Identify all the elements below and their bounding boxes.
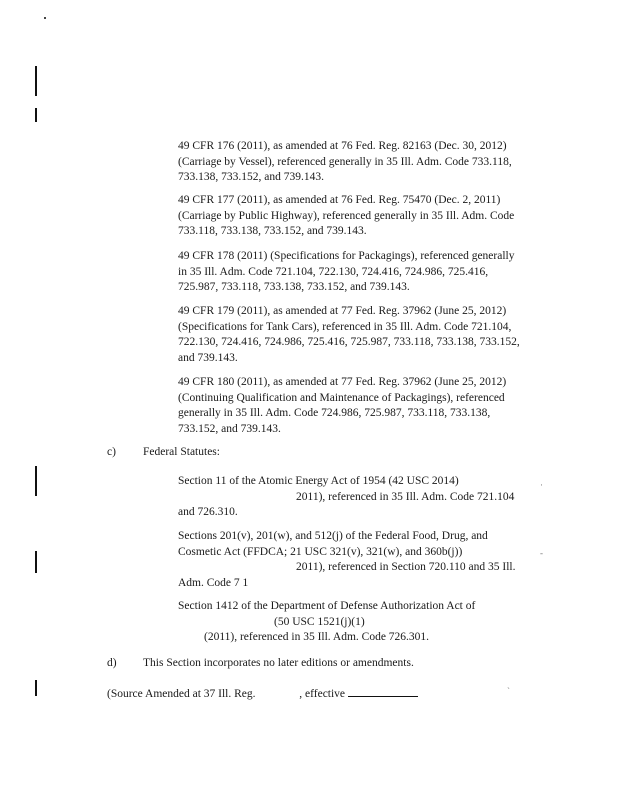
statute-ffdca — [178, 529, 558, 591]
ref-line: 49 CFR 177 (2011), as amended at 76 Fed. Reg. 75470 (Dec. 2, 2011) — [178, 194, 501, 206]
ref-line: in 35 Ill. Adm. Code 721.104, 722.130, 724.416, 724.986, 725.416, — [178, 265, 489, 278]
ref-line: and 739.143. — [178, 351, 238, 364]
ref-line: (Continuing Qualification and Maintenance of Packagings), referenced — [178, 391, 505, 404]
ref-line: Section 11 of the Atomic Energy Act of 1954 (42 USC 2014) — [178, 475, 459, 487]
cfr-reference-176 — [178, 139, 558, 186]
change-bar — [35, 108, 37, 122]
source-text: Amended at 37 Ill. Reg. — [145, 688, 256, 700]
ref-line: 733.152, and 739.143. — [178, 422, 281, 435]
ref-line: 49 CFR 180 (2011), as amended at 77 Fed. Reg. 37962 (June 25, 2012) — [178, 376, 507, 388]
ref-line: 49 CFR 178 (2011) (Specifications for Packagings), referenced generally — [178, 250, 515, 262]
cfr-reference-179 — [178, 304, 558, 366]
section-c-label: c) — [107, 446, 116, 458]
cfr-reference-180 — [178, 375, 558, 437]
source-prefix: (Source — [107, 688, 143, 700]
ref-line: (Specifications for Tank Cars), referenced in 35 Ill. Adm. Code 721.104, — [178, 320, 512, 333]
scan-mark: - — [540, 548, 543, 558]
ref-line: 49 CFR 176 (2011), as amended at 76 Fed. Reg. 82163 (Dec. 30, 2012) — [178, 140, 507, 152]
source-suffix: , effective — [299, 688, 346, 700]
scan-mark: · — [540, 480, 543, 490]
ref-line: 49 CFR 179 (2011), as amended at 77 Fed. Reg. 37962 (June 25, 2012) — [178, 305, 507, 317]
section-d-text: This Section incorporates no later editions or amendments. — [143, 657, 414, 669]
ref-line: Cosmetic Act (FFDCA; 21 USC 321(v), 321(w), and 360b(j)) — [178, 545, 463, 558]
ref-line: 2011), referenced in Section 720.110 and 35 Ill. — [296, 561, 516, 573]
change-bar — [35, 551, 37, 573]
ref-line: 733.138, 733.152, and 739.143. — [178, 171, 324, 183]
ref-line: (Carriage by Vessel), referenced generally in 35 Ill. Adm. Code 733.118, — [178, 155, 512, 168]
ref-line: 725.987, 733.118, 733.138, 733.152, and 739.143. — [178, 281, 410, 293]
change-bar — [35, 680, 37, 696]
change-bar — [35, 466, 37, 496]
cfr-reference-177 — [178, 193, 558, 240]
ref-line: (Carriage by Public Highway), referenced generally in 35 Ill. Adm. Code — [178, 209, 515, 222]
section-d-label: d) — [107, 657, 117, 669]
statute-defense-authorization-act — [178, 599, 558, 646]
ref-line: 2011), referenced in 35 Ill. Adm. Code 721.104 — [296, 490, 515, 503]
source-note — [107, 685, 418, 703]
scan-speck — [44, 17, 46, 19]
statute-atomic-energy-act — [178, 474, 558, 521]
ref-line: 733.118, 733.138, 733.152, and 739.143. — [178, 225, 367, 237]
change-bar — [35, 66, 37, 96]
scan-mark: ` — [507, 686, 510, 696]
ref-line: (50 USC 1521(j)(1) — [274, 615, 365, 628]
ref-line: Section 1412 of the Department of Defense Authorization Act of — [178, 600, 476, 612]
section-c-title: Federal Statutes: — [143, 446, 220, 458]
ref-line: generally in 35 Ill. Adm. Code 724.986, 725.987, 733.118, 733.138, — [178, 407, 491, 419]
ref-line: 722.130, 724.416, 724.986, 725.416, 725.987, 733.118, 733.138, 733.152, — [178, 336, 520, 348]
ref-line: and 726.310. — [178, 506, 238, 518]
ref-line: Sections 201(v), 201(w), and 512(j) of the Federal Food, Drug, and — [178, 530, 488, 542]
ref-line: Adm. Code 7 1 — [178, 576, 249, 589]
ref-line: (2011), referenced in 35 Ill. Adm. Code 726.301. — [204, 631, 430, 643]
effective-date-blank — [348, 685, 418, 697]
cfr-reference-178 — [178, 249, 558, 296]
